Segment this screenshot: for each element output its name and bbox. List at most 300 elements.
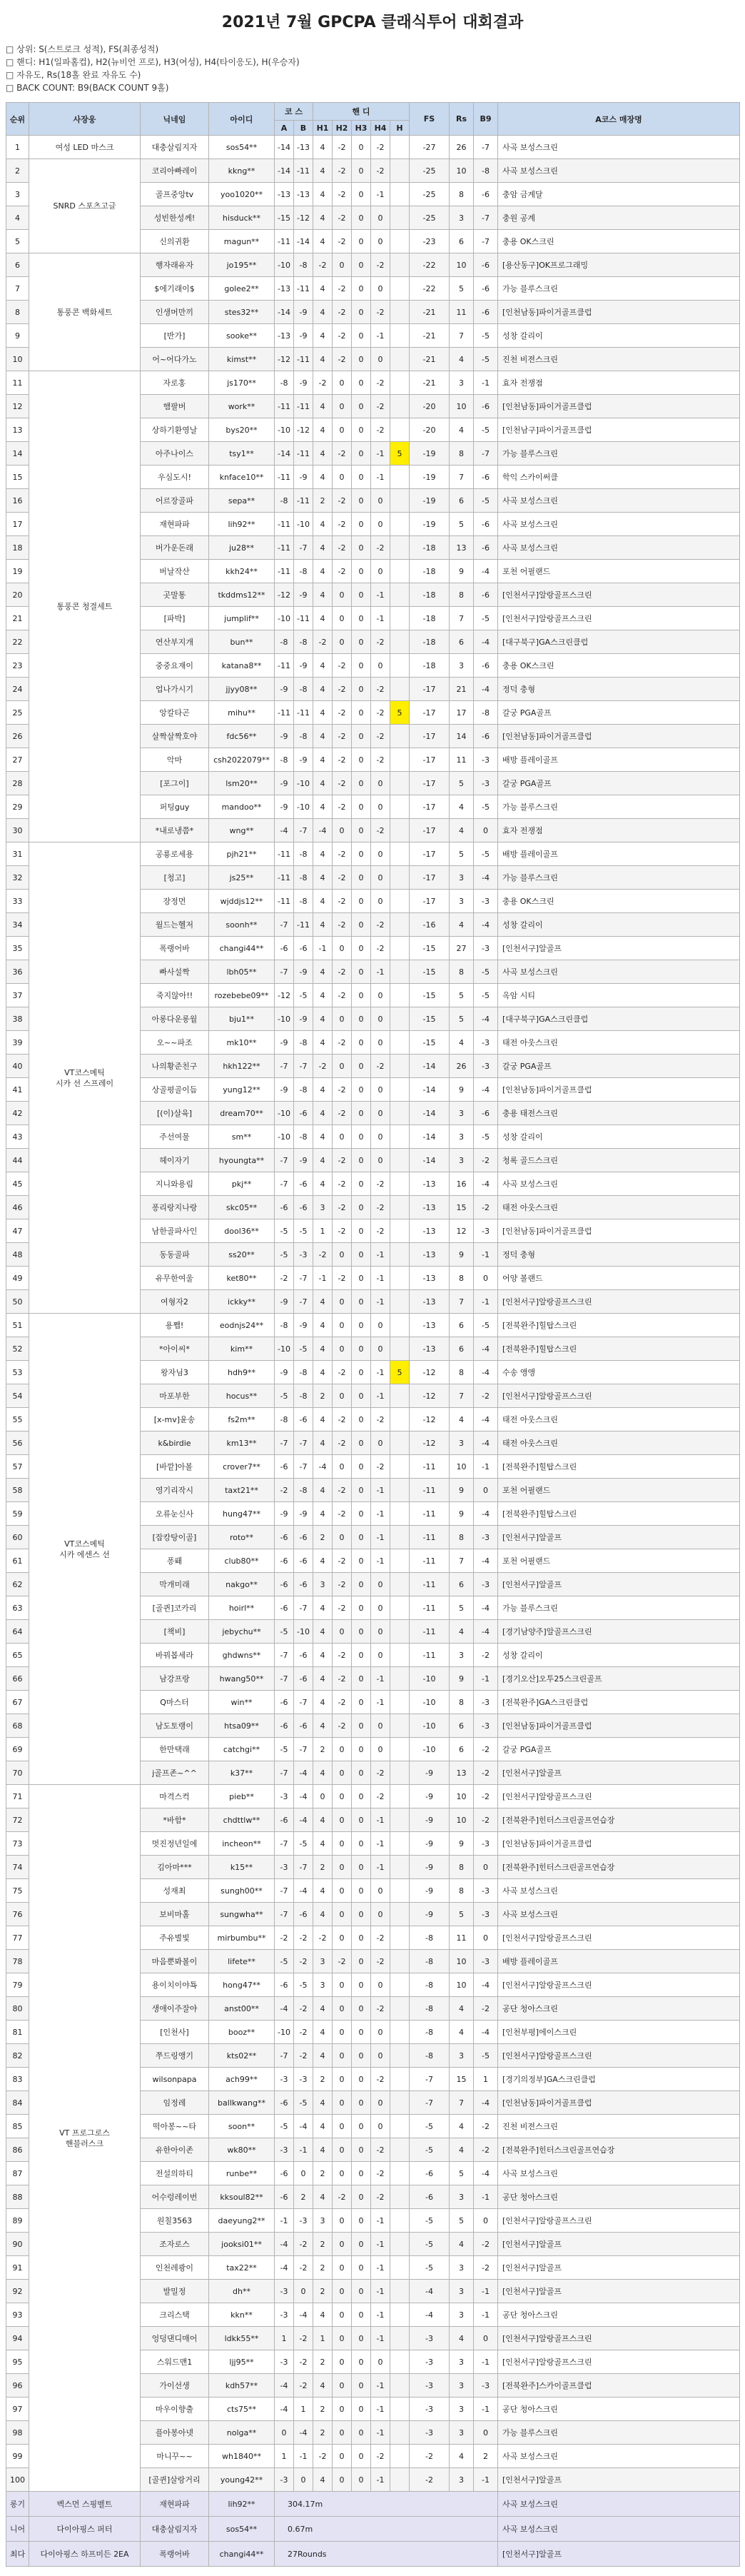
legend-line: □ BACK COUNT: B9(BACK COUNT 9홀) xyxy=(6,83,169,93)
cell-acourse: 충원 공계 xyxy=(498,206,740,230)
cell-a: -10 xyxy=(275,418,294,442)
cell-nickname: Q마스터 xyxy=(141,1691,209,1714)
cell-rs: 15 xyxy=(450,1196,474,1219)
cell-acourse: 가능 블루스크린 xyxy=(498,442,740,466)
cell-h3: 0 xyxy=(352,1761,371,1785)
cell-rs: 13 xyxy=(450,1761,474,1785)
cell-h xyxy=(390,2350,410,2374)
cell-h1: 4 xyxy=(313,206,333,230)
cell-nickname: 퐁리랑지나랑 xyxy=(141,1196,209,1219)
cell-b9: -2 xyxy=(474,1808,498,1832)
cell-id: kim** xyxy=(209,1337,275,1361)
cell-h4: 0 xyxy=(371,2044,390,2068)
cell-acourse: [인천남동]파이거골프클럽 xyxy=(498,1714,740,1738)
cell-h4: -1 xyxy=(371,583,390,607)
cell-rs: 5 xyxy=(450,1903,474,1926)
cell-rs: 3 xyxy=(450,654,474,678)
cell-a: -6 xyxy=(275,1596,294,1620)
cell-h2: 0 xyxy=(333,1337,352,1361)
cell-b9: 0 xyxy=(474,2327,498,2350)
cell-h xyxy=(390,1102,410,1125)
cell-h1: 4 xyxy=(313,2021,333,2044)
cell-fs: -13 xyxy=(410,1290,450,1314)
cell-rs: 8 xyxy=(450,183,474,206)
award-prize: 다이아핑스 퍼터 xyxy=(29,2517,141,2542)
cell-nickname: 골프중앙tv xyxy=(141,183,209,206)
cell-id: wng** xyxy=(209,819,275,842)
cell-id: sm** xyxy=(209,1125,275,1149)
cell-h3: 0 xyxy=(352,2185,371,2209)
cell-h xyxy=(390,371,410,395)
cell-h2: -2 xyxy=(333,489,352,513)
cell-h2: -2 xyxy=(333,206,352,230)
cell-fs: -17 xyxy=(410,795,450,819)
cell-h2: 0 xyxy=(333,418,352,442)
cell-b9: -2 xyxy=(474,2115,498,2138)
cell-id: kdh57** xyxy=(209,2374,275,2398)
cell-rank: 59 xyxy=(6,1502,29,1526)
cell-nickname: 아롱다운롱월 xyxy=(141,1007,209,1031)
award-venue: 사곡 보성스크린 xyxy=(498,2517,740,2542)
cell-h1: 4 xyxy=(313,1832,333,1856)
cell-b: 0 xyxy=(294,2468,313,2492)
cell-h2: 0 xyxy=(333,2256,352,2280)
cell-rank: 42 xyxy=(6,1102,29,1125)
cell-h xyxy=(390,301,410,324)
cell-b: 1 xyxy=(294,2398,313,2421)
cell-h4: -1 xyxy=(371,2209,390,2233)
cell-b: -7 xyxy=(294,1267,313,1290)
cell-b: -2 xyxy=(294,2350,313,2374)
cell-h xyxy=(390,418,410,442)
cell-h1: 4 xyxy=(313,136,333,159)
cell-nickname: 마격스컥 xyxy=(141,1785,209,1808)
cell-b: 2 xyxy=(294,2185,313,2209)
cell-h1: 4 xyxy=(313,1502,333,1526)
cell-h4: 0 xyxy=(371,1432,390,1455)
cell-id: katana8** xyxy=(209,654,275,678)
cell-h4: -1 xyxy=(371,466,390,489)
cell-id: jjyy08** xyxy=(209,678,275,701)
cell-h1: 4 xyxy=(313,1290,333,1314)
cell-h2: -2 xyxy=(333,678,352,701)
cell-h3: 0 xyxy=(352,960,371,984)
cell-h3: 0 xyxy=(352,2280,371,2303)
cell-rs: 10 xyxy=(450,159,474,183)
cell-b: -6 xyxy=(294,1408,313,1432)
cell-h3: 0 xyxy=(352,2468,371,2492)
cell-sponsor: SNRD 스포츠고글 xyxy=(29,159,141,253)
cell-fs: -11 xyxy=(410,1526,450,1549)
cell-a: -6 xyxy=(275,1455,294,1479)
cell-b: -9 xyxy=(294,371,313,395)
cell-acourse: 가능 블루스크린 xyxy=(498,866,740,890)
cell-h4: -1 xyxy=(371,2398,390,2421)
cell-fs: -9 xyxy=(410,1832,450,1856)
cell-b9: -3 xyxy=(474,1714,498,1738)
cell-nickname: 인생머만끼 xyxy=(141,301,209,324)
cell-b9: -3 xyxy=(474,1879,498,1903)
cell-b: -5 xyxy=(294,2091,313,2115)
cell-h3: 0 xyxy=(352,1314,371,1337)
cell-h xyxy=(390,1714,410,1738)
cell-h1: 4 xyxy=(313,1149,333,1172)
cell-rs: 9 xyxy=(450,1078,474,1102)
cell-b9: -8 xyxy=(474,701,498,725)
cell-rs: 3 xyxy=(450,890,474,913)
cell-h xyxy=(390,466,410,489)
cell-a: 0 xyxy=(275,2421,294,2445)
cell-b: -8 xyxy=(294,1125,313,1149)
cell-rs: 4 xyxy=(450,2445,474,2468)
cell-h4: -1 xyxy=(371,1479,390,1502)
cell-h xyxy=(390,1384,410,1408)
cell-h3: 0 xyxy=(352,418,371,442)
cell-rs: 4 xyxy=(450,819,474,842)
cell-nickname: [반가] xyxy=(141,324,209,348)
cell-rank: 40 xyxy=(6,1055,29,1078)
cell-h4: -1 xyxy=(371,2468,390,2492)
cell-acourse: [인천서구]알랑골프스크린 xyxy=(498,1384,740,1408)
cell-h: 5 xyxy=(390,701,410,725)
cell-b: -12 xyxy=(294,206,313,230)
cell-h1: 3 xyxy=(313,1196,333,1219)
cell-h xyxy=(390,1761,410,1785)
cell-h1: 4 xyxy=(313,348,333,371)
cell-rank: 69 xyxy=(6,1738,29,1761)
cell-a: -7 xyxy=(275,1879,294,1903)
cell-a: 1 xyxy=(275,2327,294,2350)
cell-h xyxy=(390,1832,410,1856)
cell-nickname: 마음뿐봐볼이 xyxy=(141,1950,209,1973)
cell-h xyxy=(390,1549,410,1573)
cell-h xyxy=(390,2303,410,2327)
cell-fs: -4 xyxy=(410,2280,450,2303)
cell-nickname: 나의황준친구 xyxy=(141,1055,209,1078)
cell-rs: 8 xyxy=(450,1267,474,1290)
cell-b9: -4 xyxy=(474,1337,498,1361)
cell-sponsor: 통풍콘 청결세트 xyxy=(29,371,141,842)
cell-b: -4 xyxy=(294,1761,313,1785)
cell-a: -3 xyxy=(275,2068,294,2091)
cell-h2: 0 xyxy=(333,2374,352,2398)
cell-b9: -3 xyxy=(474,1903,498,1926)
cell-a: -6 xyxy=(275,1526,294,1549)
cell-rs: 4 xyxy=(450,1997,474,2021)
cell-rank: 87 xyxy=(6,2162,29,2185)
cell-h xyxy=(390,772,410,795)
cell-b9: -6 xyxy=(474,277,498,301)
cell-h1: 2 xyxy=(313,2350,333,2374)
cell-id: incheon** xyxy=(209,1832,275,1856)
cell-fs: -22 xyxy=(410,253,450,277)
cell-b9: -4 xyxy=(474,2091,498,2115)
cell-acourse: [용산동구]OK프로그래밍 xyxy=(498,253,740,277)
cell-rs: 11 xyxy=(450,1926,474,1950)
cell-b: -4 xyxy=(294,2421,313,2445)
cell-acourse: 효자 전쟁점 xyxy=(498,819,740,842)
cell-h1: 4 xyxy=(313,2468,333,2492)
cell-rank: 16 xyxy=(6,489,29,513)
cell-h1: 4 xyxy=(313,1125,333,1149)
cell-rs: 9 xyxy=(450,1667,474,1691)
cell-rank: 14 xyxy=(6,442,29,466)
cell-a: -4 xyxy=(275,2233,294,2256)
cell-h2: 0 xyxy=(333,2162,352,2185)
cell-h xyxy=(390,206,410,230)
cell-nickname: 연산부지개 xyxy=(141,630,209,654)
cell-acourse: 공단 청아스크린 xyxy=(498,2398,740,2421)
cell-h2: 0 xyxy=(333,1832,352,1856)
cell-h4: -1 xyxy=(371,442,390,466)
cell-h xyxy=(390,1149,410,1172)
cell-h4: -2 xyxy=(371,2185,390,2209)
cell-h1: 4 xyxy=(313,1007,333,1031)
cell-id: km13** xyxy=(209,1432,275,1455)
cell-rs: 7 xyxy=(450,2091,474,2115)
cell-fs: -25 xyxy=(410,159,450,183)
cell-id: hyoungta** xyxy=(209,1149,275,1172)
cell-b9: -2 xyxy=(474,1149,498,1172)
cell-b: -8 xyxy=(294,1479,313,1502)
cell-h2: 0 xyxy=(333,819,352,842)
cell-h1: 3 xyxy=(313,1973,333,1997)
cell-nickname: 쭈드링앵기 xyxy=(141,2044,209,2068)
cell-h1: 4 xyxy=(313,1432,333,1455)
cell-h3: 0 xyxy=(352,1408,371,1432)
cell-h xyxy=(390,1926,410,1950)
cell-b: -10 xyxy=(294,1620,313,1644)
cell-acourse: [인천서구]알랑골프스크린 xyxy=(498,1290,740,1314)
cell-fs: -17 xyxy=(410,748,450,772)
cell-nickname: 주유별빛 xyxy=(141,1926,209,1950)
cell-h xyxy=(390,1290,410,1314)
cell-h1: 2 xyxy=(313,2162,333,2185)
cell-h2: -2 xyxy=(333,1361,352,1384)
cell-b: -6 xyxy=(294,1196,313,1219)
cell-acourse: 사곡 보성스크린 xyxy=(498,2162,740,2185)
cell-h4: 0 xyxy=(371,795,390,819)
cell-id: chdttlw** xyxy=(209,1808,275,1832)
cell-h4: -1 xyxy=(371,2233,390,2256)
cell-h xyxy=(390,1408,410,1432)
cell-fs: -10 xyxy=(410,1667,450,1691)
cell-nickname: 성빈한성께! xyxy=(141,206,209,230)
cell-acourse: 성창 갈리이 xyxy=(498,1644,740,1667)
cell-h3: 0 xyxy=(352,1596,371,1620)
header-b9: B9 xyxy=(474,103,498,136)
cell-h1: 4 xyxy=(313,866,333,890)
cell-nickname: 전설의하티 xyxy=(141,2162,209,2185)
cell-fs: -21 xyxy=(410,301,450,324)
cell-rs: 4 xyxy=(450,2327,474,2350)
cell-rs: 3 xyxy=(450,1644,474,1667)
cell-id: daeyung2** xyxy=(209,2209,275,2233)
cell-id: hong47** xyxy=(209,1973,275,1997)
cell-fs: -7 xyxy=(410,2068,450,2091)
cell-b: -9 xyxy=(294,466,313,489)
cell-h1: -1 xyxy=(313,937,333,960)
cell-b: -11 xyxy=(294,348,313,371)
cell-rs: 13 xyxy=(450,536,474,560)
cell-h4: -1 xyxy=(371,1243,390,1267)
cell-b: -11 xyxy=(294,442,313,466)
cell-nickname: 스워드맨1 xyxy=(141,2350,209,2374)
cell-rank: 85 xyxy=(6,2115,29,2138)
cell-h4: -1 xyxy=(371,607,390,630)
cell-nickname: 보비마홀 xyxy=(141,1903,209,1926)
cell-rank: 23 xyxy=(6,654,29,678)
cell-b: -9 xyxy=(294,1502,313,1526)
header-rank: 순위 xyxy=(6,103,29,136)
cell-h4: 0 xyxy=(371,206,390,230)
cell-h2: 0 xyxy=(333,1055,352,1078)
cell-acourse: 사곡 보성스크린 xyxy=(498,960,740,984)
cell-a: -3 xyxy=(275,2280,294,2303)
cell-nickname: 오류눈신사 xyxy=(141,1502,209,1526)
cell-a: -3 xyxy=(275,1785,294,1808)
cell-rank: 38 xyxy=(6,1007,29,1031)
cell-b9: -5 xyxy=(474,324,498,348)
header-rs: Rs xyxy=(450,103,474,136)
cell-b9: -3 xyxy=(474,890,498,913)
cell-b9: 0 xyxy=(474,1267,498,1290)
cell-a: -8 xyxy=(275,630,294,654)
cell-b9: -3 xyxy=(474,2374,498,2398)
cell-a: -8 xyxy=(275,489,294,513)
cell-rank: 93 xyxy=(6,2303,29,2327)
cell-h xyxy=(390,2185,410,2209)
cell-h2: -2 xyxy=(333,1596,352,1620)
cell-b9: -1 xyxy=(474,2280,498,2303)
cell-h3: 0 xyxy=(352,1879,371,1903)
cell-b: -7 xyxy=(294,1691,313,1714)
cell-acourse: 가능 블루스크린 xyxy=(498,795,740,819)
cell-a: -4 xyxy=(275,2374,294,2398)
cell-id: bys20** xyxy=(209,418,275,442)
cell-h2: -2 xyxy=(333,301,352,324)
cell-a: -5 xyxy=(275,1243,294,1267)
cell-nickname: [골퀸]살랑거리 xyxy=(141,2468,209,2492)
cell-id: ghdwns** xyxy=(209,1644,275,1667)
cell-h1: 4 xyxy=(313,183,333,206)
cell-rank: 77 xyxy=(6,1926,29,1950)
cell-h3: 0 xyxy=(352,607,371,630)
cell-h3: 0 xyxy=(352,1785,371,1808)
cell-a: -6 xyxy=(275,1691,294,1714)
cell-h4: -1 xyxy=(371,1526,390,1549)
cell-rs: 3 xyxy=(450,1432,474,1455)
cell-h1: 4 xyxy=(313,442,333,466)
cell-h4: 0 xyxy=(371,2091,390,2115)
award-prize: 다이아핑스 하프미든 2EA xyxy=(29,2542,141,2567)
cell-id: pkj** xyxy=(209,1172,275,1196)
cell-h2: -2 xyxy=(333,1196,352,1219)
cell-rank: 18 xyxy=(6,536,29,560)
cell-rank: 64 xyxy=(6,1620,29,1644)
cell-h3: 0 xyxy=(352,253,371,277)
cell-rank: 63 xyxy=(6,1596,29,1620)
cell-h xyxy=(390,2374,410,2398)
cell-nickname: 왕자님3 xyxy=(141,1361,209,1384)
cell-acourse: 사곡 보성스크린 xyxy=(498,136,740,159)
cell-h4: -1 xyxy=(371,2303,390,2327)
cell-a: 1 xyxy=(275,2445,294,2468)
cell-h4: -2 xyxy=(371,937,390,960)
cell-h3: 0 xyxy=(352,2256,371,2280)
cell-b: -4 xyxy=(294,1808,313,1832)
cell-a: -11 xyxy=(275,560,294,583)
cell-fs: -21 xyxy=(410,371,450,395)
cell-acourse: 공단 청아스크린 xyxy=(498,2303,740,2327)
cell-h3: 0 xyxy=(352,1691,371,1714)
cell-h4: -1 xyxy=(371,1267,390,1290)
cell-b: -5 xyxy=(294,1973,313,1997)
header-fs: FS xyxy=(410,103,450,136)
cell-acourse: 사곡 보성스크린 xyxy=(498,1172,740,1196)
cell-id: ach99** xyxy=(209,2068,275,2091)
cell-h xyxy=(390,230,410,253)
cell-id: booz** xyxy=(209,2021,275,2044)
cell-fs: -10 xyxy=(410,1691,450,1714)
cell-a: -8 xyxy=(275,748,294,772)
cell-b: -11 xyxy=(294,277,313,301)
cell-acourse: [인천남동]파이거골프클럽 xyxy=(498,1078,740,1102)
cell-h4: -2 xyxy=(371,1408,390,1432)
cell-h3: 0 xyxy=(352,489,371,513)
cell-h3: 0 xyxy=(352,1102,371,1125)
cell-h4: 0 xyxy=(371,513,390,536)
cell-id: mandoo** xyxy=(209,795,275,819)
cell-rs: 15 xyxy=(450,2068,474,2091)
cell-b: -5 xyxy=(294,1219,313,1243)
cell-acourse: [경기남양주]알골프스크린 xyxy=(498,1620,740,1644)
cell-b9: -5 xyxy=(474,607,498,630)
cell-acourse: [전북완주]GA스크린클럽 xyxy=(498,1691,740,1714)
cell-fs: -17 xyxy=(410,866,450,890)
cell-id: hung47** xyxy=(209,1502,275,1526)
cell-b: -8 xyxy=(294,866,313,890)
cell-h xyxy=(390,607,410,630)
cell-h xyxy=(390,348,410,371)
cell-id: jebychu** xyxy=(209,1620,275,1644)
cell-rank: 72 xyxy=(6,1808,29,1832)
cell-acourse: [인천남동]파이거골프클럽 xyxy=(498,725,740,748)
cell-fs: -3 xyxy=(410,2374,450,2398)
cell-a: -2 xyxy=(275,1926,294,1950)
cell-h xyxy=(390,1078,410,1102)
cell-rs: 11 xyxy=(450,748,474,772)
cell-h4: 0 xyxy=(371,2115,390,2138)
cell-a: -10 xyxy=(275,2021,294,2044)
cell-id: k15** xyxy=(209,1856,275,1879)
cell-h1: -2 xyxy=(313,371,333,395)
cell-h3: 0 xyxy=(352,1267,371,1290)
cell-b9: 1 xyxy=(474,2068,498,2091)
cell-a: -10 xyxy=(275,1337,294,1361)
cell-h4: -2 xyxy=(371,1196,390,1219)
cell-rs: 4 xyxy=(450,1620,474,1644)
cell-id: tsy1** xyxy=(209,442,275,466)
cell-nickname: 버날작산 xyxy=(141,560,209,583)
cell-h4: 0 xyxy=(371,1903,390,1926)
cell-rs: 10 xyxy=(450,1808,474,1832)
cell-b9: -1 xyxy=(474,2468,498,2492)
cell-acourse: [인천서구]알골프 xyxy=(498,937,740,960)
cell-id: hwang50** xyxy=(209,1667,275,1691)
cell-h xyxy=(390,1856,410,1879)
cell-nickname: [바깥]아볼 xyxy=(141,1455,209,1479)
